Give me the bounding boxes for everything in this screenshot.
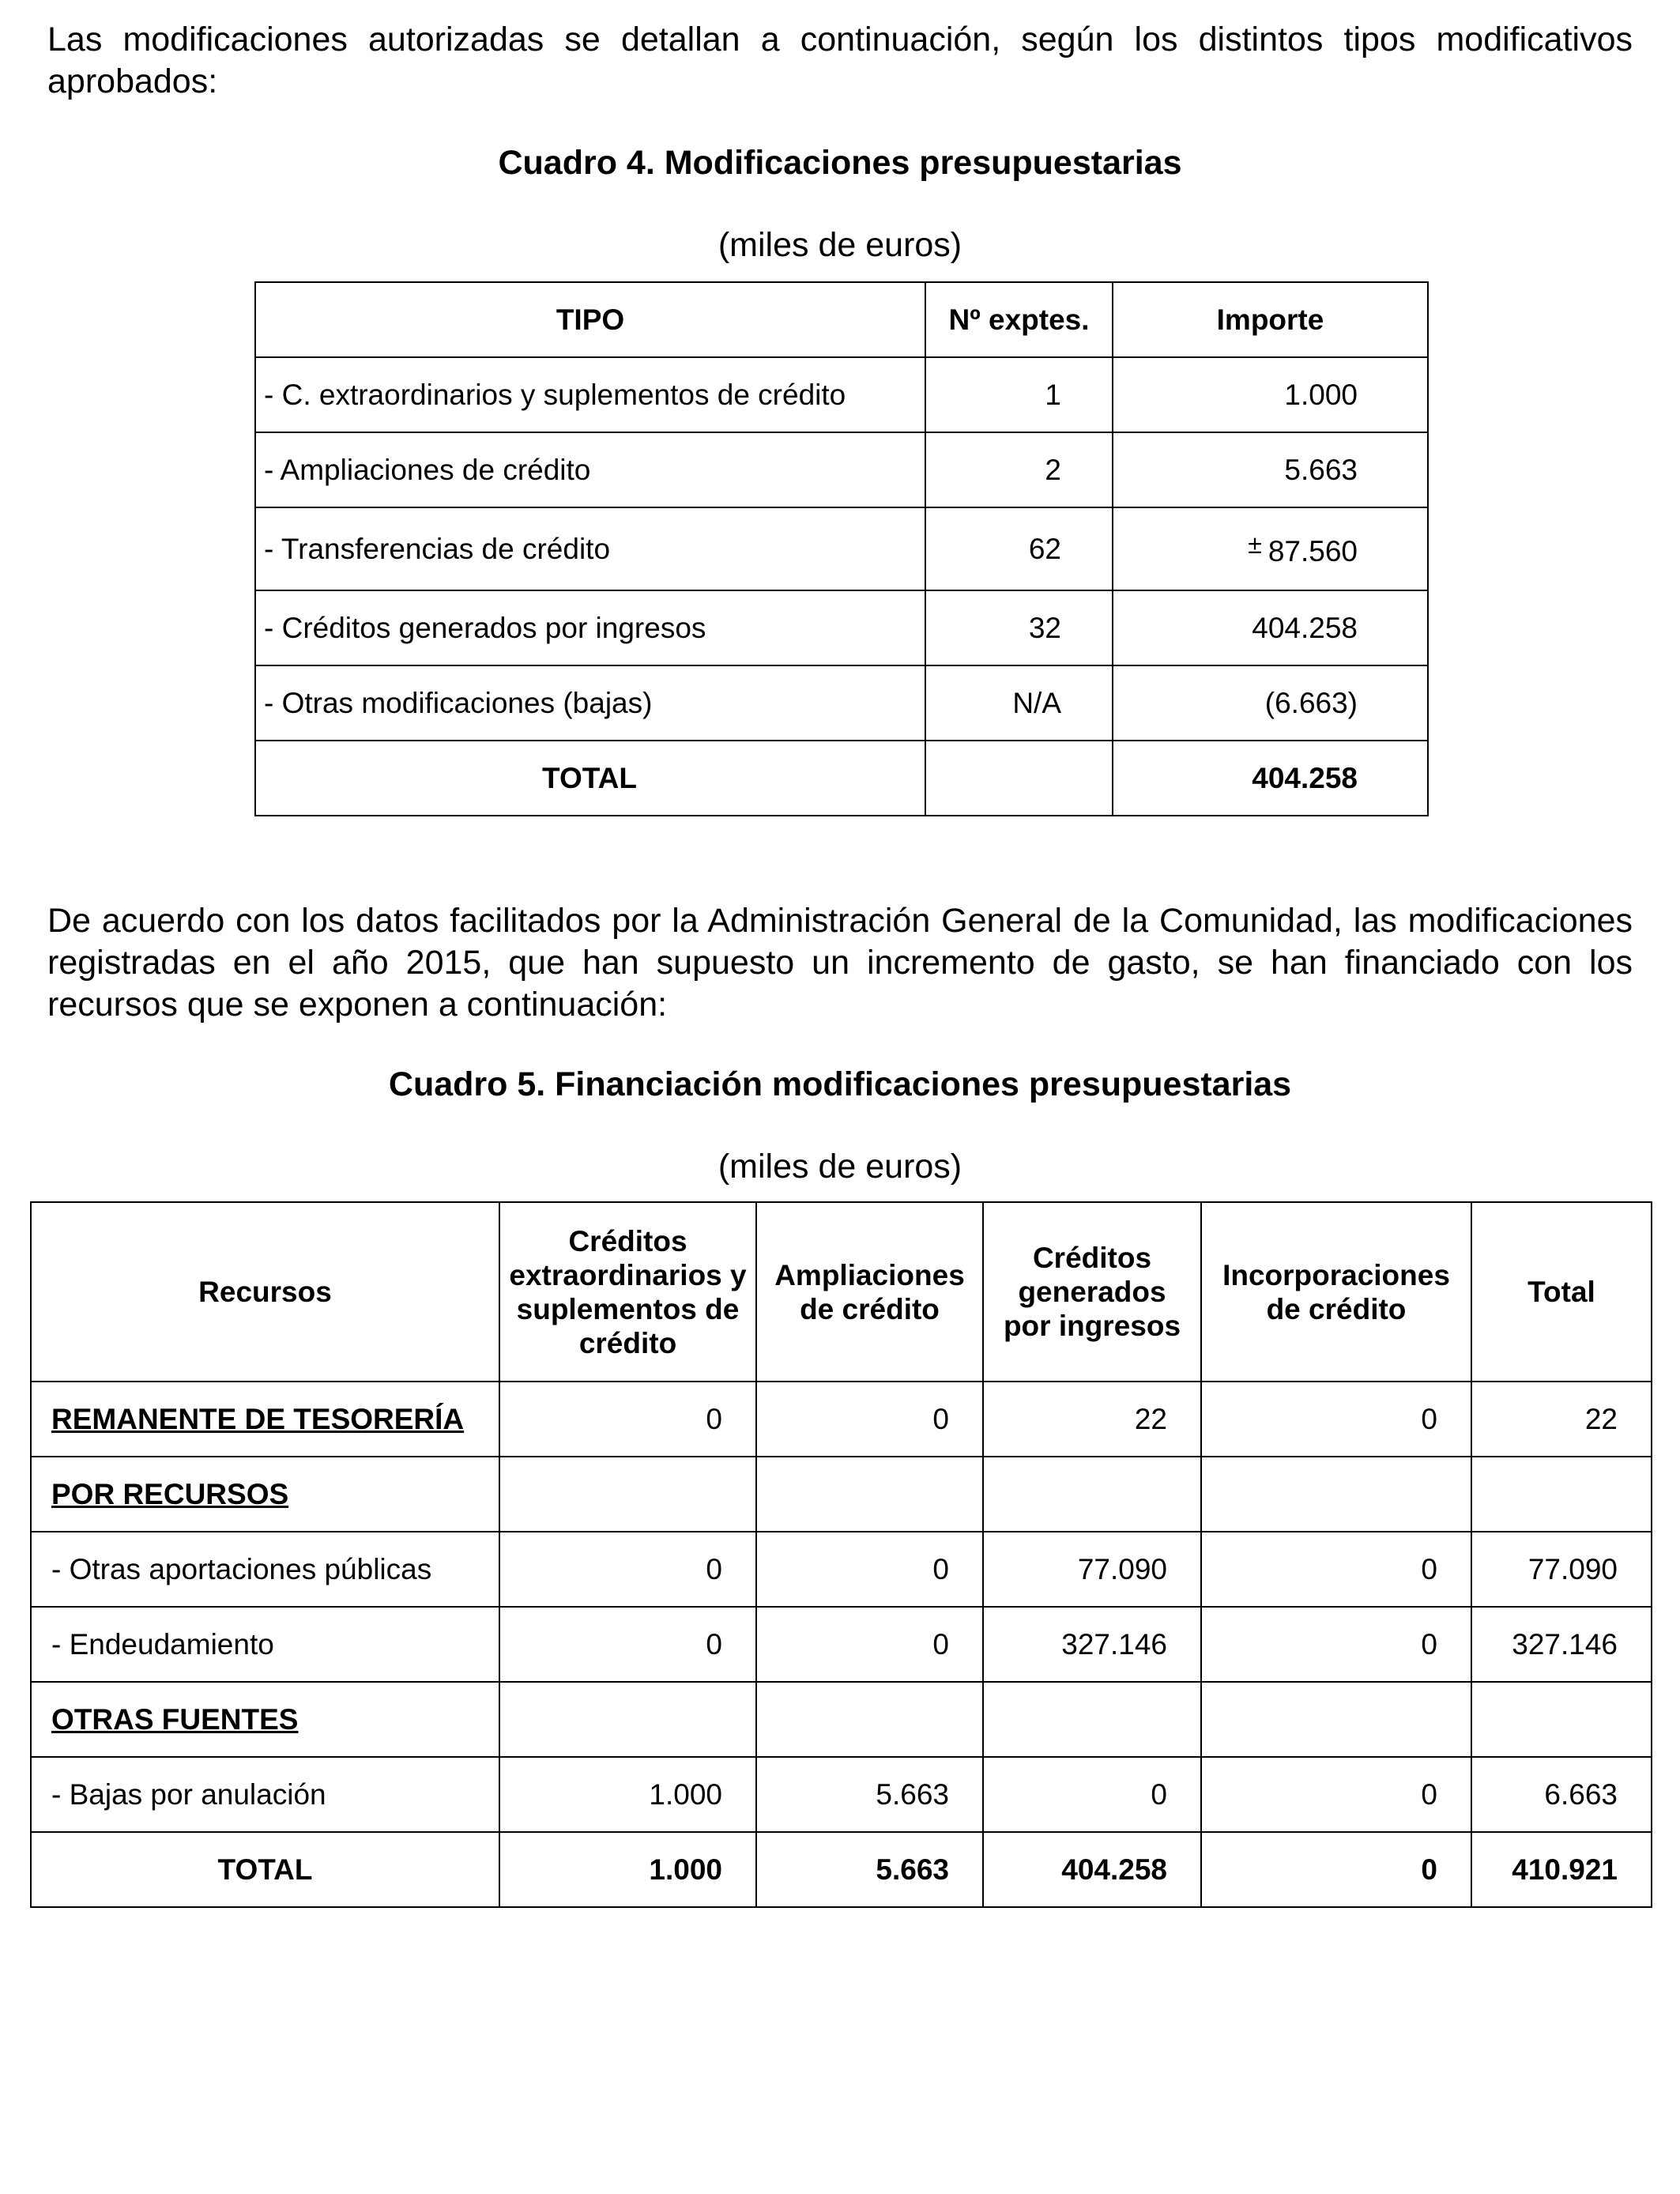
cell-value: 0	[1201, 1532, 1471, 1607]
cell-value: 0	[499, 1382, 756, 1457]
cell-value	[756, 1457, 983, 1532]
cell-tipo: - Transferencias de crédito	[255, 507, 925, 590]
cell-value: 0	[1201, 1607, 1471, 1682]
total-value: 404.258	[983, 1832, 1201, 1907]
cuadro4-units: (miles de euros)	[718, 226, 962, 264]
section-label: POR RECURSOS	[31, 1457, 499, 1532]
table-row	[255, 357, 1428, 432]
section-label: OTRAS FUENTES	[31, 1682, 499, 1757]
cell-value: 327.146	[1471, 1607, 1652, 1682]
cuadro5-units: (miles de euros)	[718, 1148, 962, 1186]
intro-paragraph: Las modificaciones autorizadas se detallan a continuación, según los distintos tipos modificativos aprobados:	[47, 21, 1633, 100]
cell-value: 22	[1471, 1382, 1652, 1457]
cell-value: 0	[1201, 1382, 1471, 1457]
cell-exptes: 1	[925, 357, 1113, 432]
total-exptes	[925, 741, 1113, 816]
cell-value: 0	[756, 1532, 983, 1607]
total-value: 410.921	[1471, 1832, 1652, 1907]
importe-value: 87.560	[1268, 534, 1358, 567]
cell-importe	[1113, 507, 1428, 590]
table-row	[255, 665, 1428, 741]
total-row	[31, 1832, 1652, 1907]
total-value: 0	[1201, 1832, 1471, 1907]
table-header-row	[31, 1202, 1652, 1382]
cell-value	[499, 1682, 756, 1757]
table-row	[31, 1532, 1652, 1607]
table-row	[255, 507, 1428, 590]
cell-exptes: 2	[925, 432, 1113, 507]
table-header-row	[255, 282, 1428, 357]
cell-value: 0	[499, 1607, 756, 1682]
cuadro4-title: Cuadro 4. Modificaciones presupuestarias	[498, 144, 1182, 182]
table-row	[255, 432, 1428, 507]
table-row	[31, 1682, 1652, 1757]
cell-value: 0	[499, 1532, 756, 1607]
header-incorporaciones: Incorporaciones de crédito	[1201, 1202, 1471, 1382]
cell-tipo: - Ampliaciones de crédito	[255, 432, 925, 507]
cell-value: 0	[756, 1607, 983, 1682]
cuadro5-title: Cuadro 5. Financiación modificaciones presupuestarias	[388, 1065, 1292, 1103]
cell-value: 77.090	[983, 1532, 1201, 1607]
cell-tipo: - Otras modificaciones (bajas)	[255, 665, 925, 741]
cell-value	[1471, 1457, 1652, 1532]
total-importe: 404.258	[1113, 741, 1428, 816]
total-row	[255, 741, 1428, 816]
cell-exptes: 62	[925, 507, 1113, 590]
cuadro5-table	[30, 1201, 1652, 1908]
cell-importe: 404.258	[1113, 590, 1428, 665]
cell-value: 5.663	[756, 1757, 983, 1832]
cell-value: 6.663	[1471, 1757, 1652, 1832]
cell-importe: 5.663	[1113, 432, 1428, 507]
header-tipo: TIPO	[255, 282, 925, 357]
cell-value	[756, 1682, 983, 1757]
cell-value	[1201, 1682, 1471, 1757]
header-importe: Importe	[1113, 282, 1428, 357]
cell-value: 0	[983, 1757, 1201, 1832]
section-label: REMANENTE DE TESORERÍA	[31, 1382, 499, 1457]
total-value: 5.663	[756, 1832, 983, 1907]
table-row	[31, 1457, 1652, 1532]
cell-value	[983, 1457, 1201, 1532]
cell-value: 0	[1201, 1757, 1471, 1832]
table-row	[255, 590, 1428, 665]
cell-value: 0	[756, 1382, 983, 1457]
cell-tipo: - Créditos generados por ingresos	[255, 590, 925, 665]
header-ampliaciones: Ampliaciones de crédito	[756, 1202, 983, 1382]
header-total: Total	[1471, 1202, 1652, 1382]
plus-minus-sign: ±	[1248, 530, 1262, 559]
header-creditos-generados: Créditos generados por ingresos	[983, 1202, 1201, 1382]
cell-value: 327.146	[983, 1607, 1201, 1682]
total-label: TOTAL	[255, 741, 925, 816]
cell-value	[1201, 1457, 1471, 1532]
table-row	[31, 1757, 1652, 1832]
cell-value	[499, 1457, 756, 1532]
cell-value	[983, 1682, 1201, 1757]
cell-importe: (6.663)	[1113, 665, 1428, 741]
cell-value: 1.000	[499, 1757, 756, 1832]
row-label: - Endeudamiento	[31, 1607, 499, 1682]
cell-exptes: 32	[925, 590, 1113, 665]
header-creditos-extraordinarios: Créditos extraordinarios y suplementos de crédito	[499, 1202, 756, 1382]
cell-value: 22	[983, 1382, 1201, 1457]
cuadro4-table	[254, 281, 1429, 816]
header-exptes: Nº exptes.	[925, 282, 1113, 357]
cell-tipo: - C. extraordinarios y suplementos de crédito	[255, 357, 925, 432]
cell-exptes: N/A	[925, 665, 1113, 741]
second-paragraph: De acuerdo con los datos facilitados por la Administración General de la Comunidad, las modificaciones registradas en el año 2015, que han supuesto un incremento de gasto, se han financiado con los recursos que se exponen a continuación:	[47, 902, 1633, 1023]
row-label: - Otras aportaciones públicas	[31, 1532, 499, 1607]
row-label: - Bajas por anulación	[31, 1757, 499, 1832]
cell-importe: 1.000	[1113, 357, 1428, 432]
cell-value: 77.090	[1471, 1532, 1652, 1607]
table-row	[31, 1607, 1652, 1682]
header-recursos: Recursos	[31, 1202, 499, 1382]
cell-value	[1471, 1682, 1652, 1757]
total-value: 1.000	[499, 1832, 756, 1907]
total-label: TOTAL	[31, 1832, 499, 1907]
table-row	[31, 1382, 1652, 1457]
